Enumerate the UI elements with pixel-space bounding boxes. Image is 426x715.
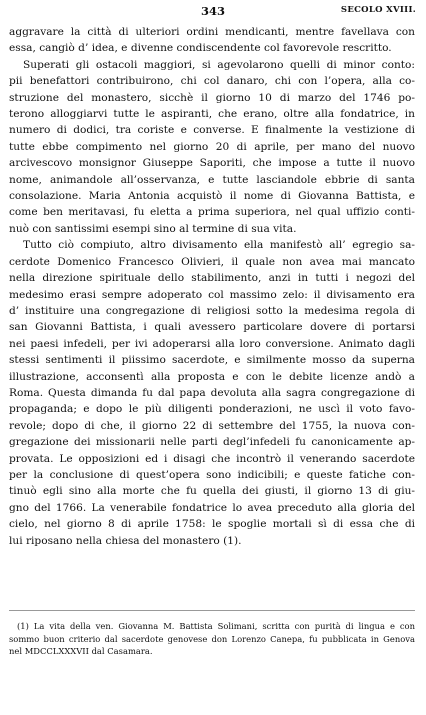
footnote-line: sommo buon criterio dal sacerdote genovese don Lorenzo Canepa, fu pubblicata in Genova <box>9 633 415 644</box>
text-line: san Giovanni Battista, i quali avessero particolare dovere di portarsi <box>9 321 415 334</box>
text-line: revole; dopo di che, il giorno 22 di settembre del 1755, la nuova con- <box>9 419 415 432</box>
footnote-divider <box>9 610 415 611</box>
footnote <box>9 620 415 658</box>
text-line: nella direzione spirituale dello stabilimento, anzi in tutti i negozi del <box>9 272 415 285</box>
text-line: essa, cangiò d’ idea, e divenne condiscendente col favorevole rescritto. <box>9 42 392 55</box>
text-line: numero di dodici, tra coriste e converse. E finalmente la vestizione di <box>9 124 415 137</box>
text-line: struzione del monastero, sicchè il giorno 10 di marzo del 1746 po- <box>9 91 415 104</box>
page-header <box>0 4 426 22</box>
text-line: nome, animandole all’osservanza, e tutte lasciandole ebbrie di santa <box>9 173 415 186</box>
text-line: tutte ebbe compimento nel giorno 20 di aprile, per mano del nuovo <box>9 140 415 153</box>
text-line: terono alloggiarvi tutte le aspiranti, che erano, oltre alla fondatrice, in <box>9 108 415 121</box>
footnote-line: (1) La vita della ven. Giovanna M. Battista Solimani, scritta con purità di lingua e con <box>17 621 415 631</box>
text-line: cerdote Domenico Francesco Olivieri, il quale non avea mai mancato <box>9 255 415 268</box>
paragraph-2 <box>9 57 415 237</box>
body-text <box>9 24 415 549</box>
text-line: per la conclusione di quest’opera sono indicibili; e queste fatiche con- <box>9 468 415 481</box>
text-line: illustrazione, acconsentì alla proposta e con le debite licenze andò a <box>9 370 415 383</box>
paragraph-1 <box>9 24 415 57</box>
text-line: propaganda; e dopo le più diligenti ponderazioni, ne uscì il voto favo- <box>9 403 415 416</box>
text-line: pii benefattori contribuirono, chi col danaro, chi con l’opera, alla co- <box>9 75 415 88</box>
text-line: nuò con santissimi esempi sino al termine di sua vita. <box>9 222 297 235</box>
running-head: SECOLO XVIII. <box>340 5 416 15</box>
page-number: 343 <box>200 4 225 18</box>
text-line: Roma. Questa dimanda fu dal papa devoluta alla sagra congregazione di <box>9 386 415 399</box>
footnote-line: nel MDCCLXXXVII dal Casamara. <box>9 646 153 657</box>
text-line: aggravare la città di ulteriori ordini mendicanti, mentre favellava con <box>9 26 415 38</box>
text-line: arcivescovo monsignor Giuseppe Saporiti, che impose a tutte il nuovo <box>9 157 415 170</box>
text-line: medesimo erasi sempre adoperato col massimo zelo: il divisamento era <box>9 288 415 301</box>
text-line: provata. Le opposizioni ed i disagi che incontrò il venerando sacerdote <box>9 452 415 465</box>
paragraph-3 <box>9 237 415 549</box>
text-line: lui riposano nella chiesa del monastero (1). <box>9 534 242 547</box>
text-line: come ben meritavasi, fu eletta a prima superiora, nel qual uffizio conti- <box>9 206 415 219</box>
text-line: Tutto ciò compiuto, altro divisamento ella manifestò all’ egregio sa- <box>23 239 415 252</box>
text-line: d’ instituire una congregazione di religiosi sotto la medesima regola di <box>9 304 415 317</box>
text-line: stessi sentimenti il piissimo sacerdote, e similmente mosso da superna <box>9 354 415 367</box>
text-line: consolazione. Maria Antonia acquistò il nome di Giovanna Battista, e <box>9 190 415 203</box>
text-line: gregazione dei missionarii nelle parti degl’infedeli fu canonicamente ap- <box>9 436 415 449</box>
text-line: Superati gli ostacoli maggiori, si agevolarono quelli di minor conto: <box>23 58 415 71</box>
text-line: gno del 1766. La venerabile fondatrice lo avea preceduto alla gloria del <box>9 501 415 514</box>
text-line: cielo, nel giorno 8 di aprile 1758: le spoglie mortali sì di essa che di <box>9 518 415 531</box>
text-line: nei paesi infedeli, per ivi adoperarsi alla loro conversione. Animato dagli <box>9 337 415 350</box>
text-line: tinuò egli sino alla morte che fu quella dei giusti, il giorno 13 di giu- <box>9 485 415 498</box>
